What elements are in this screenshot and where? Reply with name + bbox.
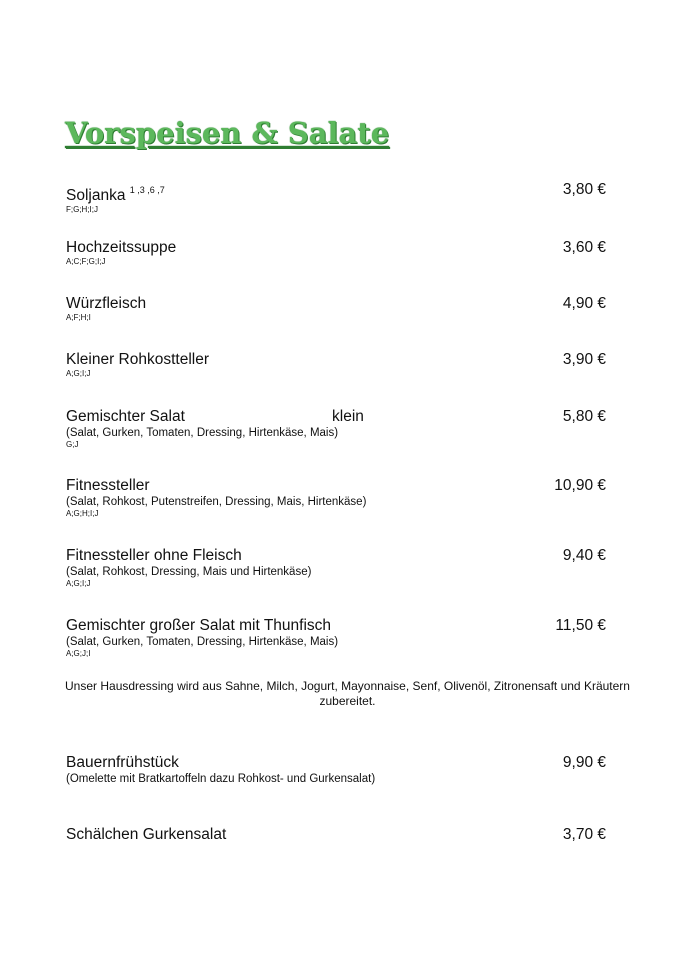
- item-price: 3,70 €: [562, 826, 606, 843]
- item-price: 9,40 €: [562, 547, 606, 564]
- item-price: 9,90 €: [562, 754, 606, 771]
- menu-item-kleiner-rohkostteller: [66, 351, 606, 379]
- menu-item-wuerzfleisch: [66, 295, 606, 323]
- item-price: 10,90 €: [554, 477, 606, 494]
- menu-item-fitnessteller: [66, 477, 606, 519]
- item-size: klein: [332, 408, 364, 425]
- item-price: 5,80 €: [562, 408, 606, 425]
- item-name: Gemischter Salat: [66, 408, 185, 425]
- item-description: (Salat, Rohkost, Dressing, Mais und Hirtenkäse): [66, 566, 312, 578]
- item-name: Gemischter großer Salat mit Thunfisch: [66, 617, 332, 634]
- menu-item-fitnessteller-ohne-fleisch: [66, 547, 606, 589]
- item-allergens: A;G;H;I;J: [66, 509, 99, 518]
- item-allergens: A;G;J;I: [66, 649, 91, 658]
- item-description: (Omelette mit Bratkartoffeln dazu Rohkost- und Gurkensalat): [66, 773, 376, 785]
- item-price: 3,60 €: [562, 239, 606, 256]
- menu-item-gurkensalat: [66, 826, 606, 844]
- item-name: Fitnessteller: [66, 477, 150, 494]
- menu-item-gemischter-salat: [66, 408, 606, 450]
- item-description: (Salat, Rohkost, Putenstreifen, Dressing, Mais, Hirtenkäse): [66, 496, 367, 508]
- menu-item-bauernfruehstueck: [66, 754, 606, 786]
- item-additives: 1 ,3 ,6 ,7: [129, 185, 165, 195]
- item-name: Hochzeitssuppe: [66, 239, 177, 256]
- item-price: 4,90 €: [562, 295, 606, 312]
- item-description: (Salat, Gurken, Tomaten, Dressing, Hirtenkäse, Mais): [66, 427, 339, 439]
- item-allergens: A;G;I;J: [66, 369, 91, 378]
- menu-item-grosser-salat-thunfisch: [66, 617, 606, 659]
- item-price: 11,50 €: [555, 617, 606, 634]
- item-allergens: A;C;F;G;I;J: [66, 257, 106, 266]
- dressing-note: Unser Hausdressing wird aus Sahne, Milch, Jogurt, Mayonnaise, Senf, Olivenöl, Zitronensaft und Kräutern zubereitet.: [65, 679, 630, 708]
- item-name: Schälchen Gurkensalat: [66, 826, 227, 843]
- menu-item-soljanka: [66, 181, 606, 215]
- item-name: Würzfleisch: [66, 295, 147, 312]
- item-allergens: A;G;I;J: [66, 579, 91, 588]
- item-allergens: F;G;H;I;J: [66, 205, 98, 214]
- item-name: Soljanka $^{1 ,3 ,6 ,7}$: [66, 185, 165, 204]
- item-name: Bauernfrühstück: [66, 754, 179, 771]
- item-name: Fitnessteller ohne Fleisch: [66, 547, 242, 564]
- item-price: 3,90 €: [562, 351, 606, 368]
- page-title: Vorspeisen & Salate: [65, 116, 390, 150]
- item-allergens: G;J: [66, 440, 79, 449]
- item-description: (Salat, Gurken, Tomaten, Dressing, Hirtenkäse, Mais): [66, 636, 339, 648]
- item-name: Kleiner Rohkostteller: [66, 351, 210, 368]
- item-price: 3,80 €: [562, 181, 606, 198]
- menu-item-hochzeitssuppe: [66, 239, 606, 267]
- item-allergens: A;F;H;I: [66, 313, 91, 322]
